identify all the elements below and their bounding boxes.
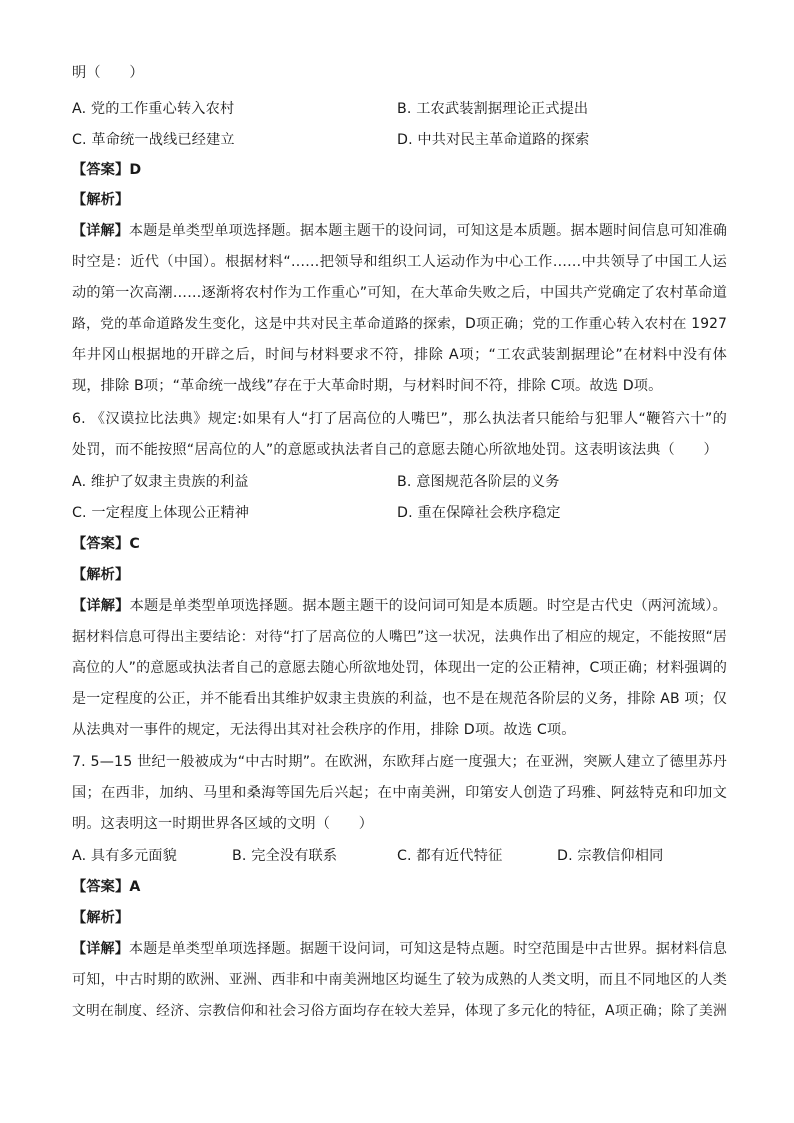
q7-option-c: C. 都有近代特征 [397, 848, 503, 864]
q5-detail-line-3: 动的第一次高潮……逐渐将农村作为工作重心”可知，在大革命失败之后，中国共产党确定了农村革命道 [72, 285, 727, 301]
q5-detail-line-6: 现，排除 B项；“革命统一战线”存在于大革命时期，与材料时间不符，排除 C项。故选 D项。 [72, 378, 663, 394]
q6-detail-line-3: 高位的人”的意愿或执法者自己的意愿去随心所欲地处罚，体现出一定的公正精神，C项正确；材料强调的 [72, 660, 727, 676]
q5-option-c: C. 革命统一战线已经建立 [72, 132, 235, 148]
q5-detail-label: 【详解】 [72, 223, 129, 239]
q7-option-a: A. 具有多元面貌 [72, 848, 177, 864]
q7-option-b: B. 完全没有联系 [232, 848, 338, 864]
q6-detail-line-1: 【详解】本题是单类型单项选择题。据本题主题干的设问词可知是本质题。时空是古代史（两河流域）。 [72, 598, 727, 614]
q6-stem-line-1: 6. 《汉谟拉比法典》规定:如果有人“打了居高位的人嘴巴”，那么执法者只能给与犯罪人“鞭笞六十”的 [72, 411, 727, 427]
q5-stem-tail: 明（ ） [72, 65, 144, 81]
q6-option-d: D. 重在保障社会秩序稳定 [397, 505, 561, 521]
q7-detail-line-3: 文明在制度、经济、宗教信仰和社会习俗方面均存在较大差异，体现了多元化的特征，A项正确；除了美洲 [72, 1003, 727, 1019]
q6-option-a: A. 维护了奴隶主贵族的利益 [72, 474, 249, 490]
q7-answer: 【答案】A [72, 879, 141, 895]
q5-detail-line-1: 【详解】本题是单类型单项选择题。据本题主题干的设问词，可知这是本质题。据本题时间信息可知准确 [72, 223, 727, 239]
q6-answer: 【答案】C [72, 536, 140, 552]
q7-stem-line-3: 明。这表明这一时期世界各区域的文明（ ） [72, 816, 374, 832]
q5-detail-line-5: 年井冈山根据地的开辟之后，时间与材料要求不符，排除 A项；“工农武装割据理论”在材料中没有体 [72, 347, 727, 363]
q7-stem-line-1: 7. 5—15 世纪一般被成为“中古时期”。在欧洲，东欧拜占庭一度强大；在亚洲，突厥人建立了德里苏丹 [72, 754, 727, 770]
q5-analysis-label: 【解析】 [72, 192, 130, 208]
q6-detail-line-2: 据材料信息可得出主要结论：对待“打了居高位的人嘴巴”这一状况，法典作出了相应的规定，不能按照“居 [72, 629, 727, 645]
q5-option-b: B. 工农武装割据理论正式提出 [397, 101, 589, 117]
q7-detail-label: 【详解】 [72, 941, 129, 957]
q7-option-d: D. 宗教信仰相同 [557, 848, 664, 864]
q7-analysis-label: 【解析】 [72, 910, 130, 926]
q7-detail-line-1: 【详解】本题是单类型单项选择题。据题干设问词，可知这是特点题。时空范围是中古世界。据材料信息 [72, 941, 727, 957]
q5-option-a: A. 党的工作重心转入农村 [72, 101, 235, 117]
q6-analysis-label: 【解析】 [72, 567, 130, 583]
q5-option-d: D. 中共对民主革命道路的探索 [397, 132, 590, 148]
q5-detail-line-4: 路，党的革命道路发生变化，这是中共对民主革命道路的探索，D项正确；党的工作重心转入农村在 1927 [72, 316, 727, 332]
q6-detail-line-4: 是一定程度的公正，并不能看出其维护奴隶主贵族的利益，也不是在规范各阶层的义务，排除 AB 项；仅 [72, 691, 727, 707]
q7-stem-line-2: 国；在西非，加纳、马里和桑海等国先后兴起；在中南美洲，印第安人创造了玛雅、阿兹特克和印加文 [72, 785, 727, 801]
q6-stem-line-2: 处罚，而不能按照“居高位的人”的意愿或执法者自己的意愿去随心所欲地处罚。这表明该法典（ ） [72, 442, 718, 458]
q5-detail-line-2: 时空是：近代（中国）。根据材料“……把领导和组织工人运动作为中心工作……中共领导了中国工人运 [72, 254, 727, 270]
q6-option-b: B. 意图规范各阶层的义务 [397, 474, 560, 490]
q6-detail-line-5: 从法典对一事件的规定，无法得出其对社会秩序的作用，排除 D项。故选 C项。 [72, 722, 576, 738]
q6-option-c: C. 一定程度上体现公正精神 [72, 505, 250, 521]
q7-detail-line-2: 可知，中古时期的欧洲、亚洲、西非和中南美洲地区均诞生了较为成熟的人类文明，而且不同地区的人类 [72, 972, 727, 988]
q5-answer: 【答案】D [72, 162, 142, 178]
q6-detail-label: 【详解】 [72, 598, 130, 614]
